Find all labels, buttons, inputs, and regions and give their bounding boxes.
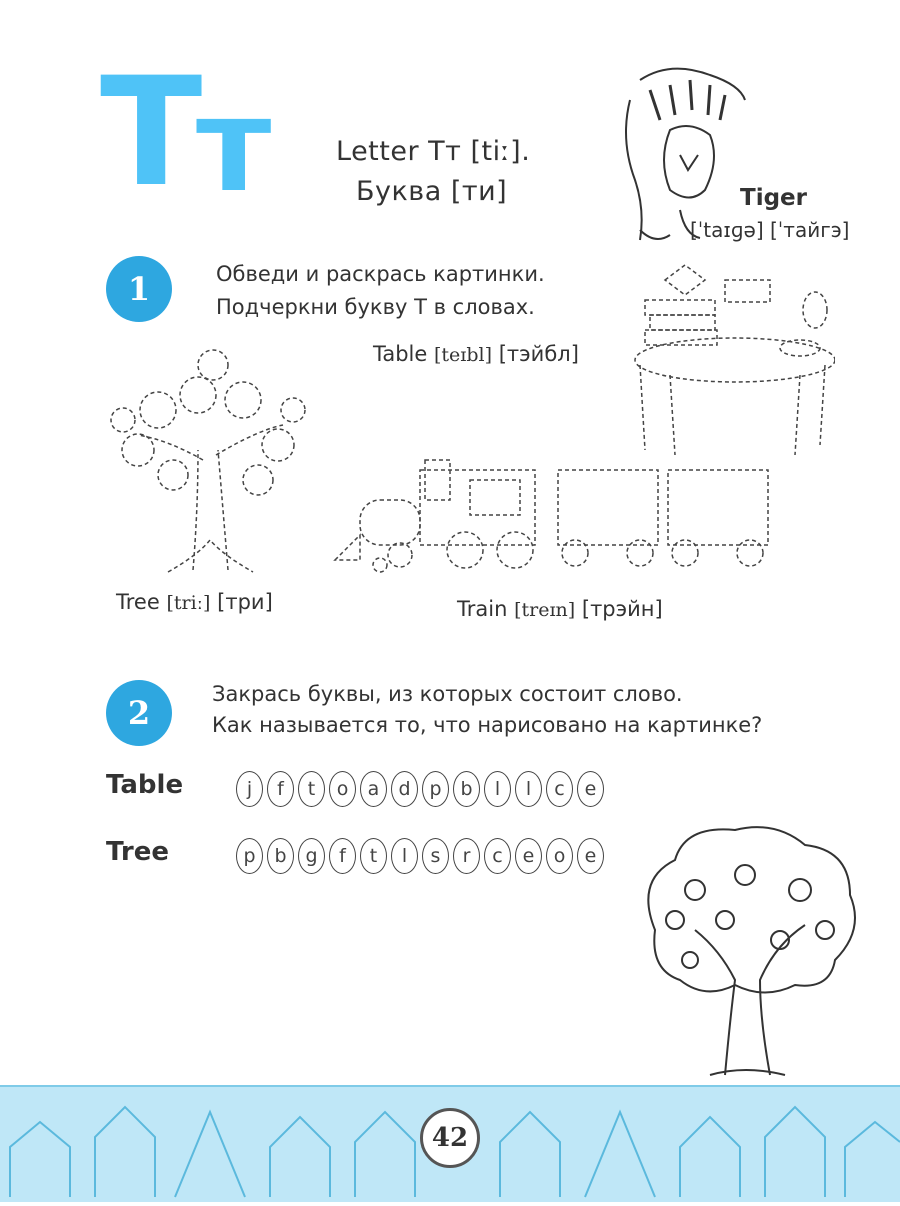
letter-bubble[interactable]: j [236,771,263,807]
tree-label [116,590,273,614]
letter-bubble[interactable]: o [329,771,356,807]
letter-bubble[interactable]: c [484,838,511,874]
dashed-tree-illustration [98,340,323,575]
letter-bubble[interactable]: c [546,771,573,807]
letter-bubble[interactable]: r [453,838,480,874]
train-ipa: [treɪn] [514,599,576,621]
letter-bubble[interactable]: p [236,838,263,874]
letter-bubble[interactable]: e [577,771,604,807]
letter-bubble[interactable]: p [422,771,449,807]
task2-number: 2 [106,680,172,746]
big-letter-lower: т [196,69,272,221]
letter-bubble[interactable]: t [298,771,325,807]
letter-bubble[interactable]: f [329,838,356,874]
task1-line1: Обведи и раскрась картинки. [216,262,545,286]
train-word: Train [457,597,508,621]
tiger-transcription: [ˈtaɪɡə] [ˈтайгэ] [690,218,850,242]
letter-bubble[interactable]: s [422,838,449,874]
task2-line1: Закрась буквы, из которых состоит слово. [212,682,683,706]
letter-bubble[interactable]: g [298,838,325,874]
task1-number: 1 [106,256,172,322]
task2-line2: Как называется то, что нарисовано на картинке? [212,713,763,737]
letter-bubble[interactable]: e [577,838,604,874]
tiger-word: Tiger [740,185,807,211]
tree-ru: [три] [217,590,273,614]
table-word: Table [373,342,428,366]
table-ipa: [teɪbl] [434,344,493,366]
letter-bubble[interactable]: f [267,771,294,807]
letter-bubble[interactable]: l [515,771,542,807]
letter-bubble[interactable]: l [484,771,511,807]
letter-bubble[interactable]: b [453,771,480,807]
dashed-train-illustration [330,455,790,580]
letter-bubble[interactable]: a [360,771,387,807]
big-letter-upper: T [100,46,203,220]
letter-bubble[interactable]: d [391,771,418,807]
letter-bubbles-tree [236,838,604,874]
title-bukva: Буква [ти] [356,176,508,207]
letter-bubbles-table [236,771,604,807]
letter-bubble[interactable]: e [515,838,542,874]
table-label [373,342,579,366]
title-letter: Letter Тт [tiː]. [336,136,531,167]
exercise-word-tree: Tree [106,837,169,867]
exercise-word-table: Table [106,770,184,800]
letter-bubble[interactable]: l [391,838,418,874]
task1-line2: Подчеркни букву Т в словах. [216,295,535,319]
train-label [457,597,663,621]
table-ru: [тэйбл] [498,342,579,366]
train-ru: [трэйн] [581,597,663,621]
letter-bubble[interactable]: t [360,838,387,874]
tree-word: Tree [116,590,160,614]
letter-bubble[interactable]: o [546,838,573,874]
letter-bubble[interactable]: b [267,838,294,874]
table-illustration [625,260,835,460]
apple-tree-illustration [635,820,865,1080]
tree-ipa: [triː] [166,592,211,614]
page-number: 42 [420,1108,480,1168]
